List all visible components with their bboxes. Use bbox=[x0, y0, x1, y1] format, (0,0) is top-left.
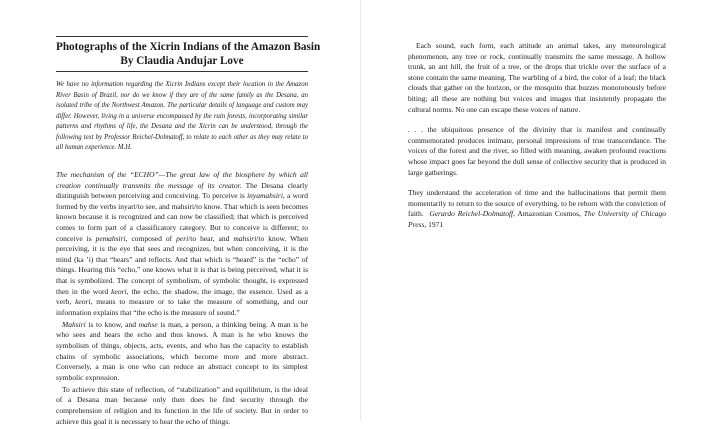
title-bottom-rule bbox=[56, 71, 308, 72]
title-top-rule bbox=[56, 36, 308, 37]
body-paragraph-1: The mechanism of the “ECHO”—The great law of the biosphere by which all creation continually transmits the message of its creator. The Desana clearly distinguish between perceiving and conceiving. To perceive is inyamahsiri, a word formed by the verbs inyari/to see, and mahsiri/to know. That which is seen becomes known because it is recognized and can now be classified; that which is perceived comes to form part of a classificatory category. But to conceive is different; to conceive is pemahsiri, composed of peri/to hear, and mahsiri/to know. When perceiving, it is the eye that sees and recognizes, but when conceiving, it is the mind (ka ’i) that “hears” and reflects. And that which is “heard” is the “echo” of things. Hearing this “echo,” one knows what it is that is being perceived, what it is that is symbolized. The concept of symbolism, of symbolic thought, is expressed then in the word keori, the echo, the shadow, the image, the essence. Used as a verb, keori, means to measure or to take the measure of something, and our information explains that “the echo is the measure of sound.” bbox=[56, 170, 309, 317]
body-paragraph-2: Mahsiri is to know, and mahse is man, a person, a thinking being. A man is he who sees and hears the echo and thus knows. A man is he who knows the symbolism of things, objects, acts, events, and who has the capacity to establish chains of symbolic associations, which become more and more abstract. Conversely, a man is one who can reduce an abstract concept to its simplest symbolic expression. bbox=[56, 319, 308, 382]
echo-lead-in: The mechanism of the “ECHO”—The great law of the biosphere by which all creation continually transmits the message of its creator. bbox=[56, 170, 308, 190]
right-paragraph-3: They understand the acceleration of time and the hallucinations that permit them momentarily to return to the source of everything, to be reborn with the conviction of faith. Gerardo Reichel-Dolmatoff, Amazonian Cosmos, The University of Chicago Press, 1971 bbox=[408, 188, 666, 229]
intro-text: We have no information regarding the Xicrin Indians except their location in the Amazon River Basin of Brazil, nor do we know if they are of the same family as the Desana, an isolated tribe of the Northwest Amazon. The particular details of language and custom may differ. However, living in a universe encompassed by the rain forests, incorporating similar patterns and rhythms of life, the Desana and the Xicrin can be understood, through the following text by Professor Reichel-Dolmatoff, to relate to each other as they may relate to all human experience. bbox=[56, 81, 308, 151]
article-title: Photographs of the Xicrin Indians of the Amazon Basin bbox=[56, 41, 321, 53]
right-page bbox=[361, 0, 722, 420]
right-paragraph-2: . . . the ubiquitous presence of the divinity that is manifest and continually commemorated produces intimate, personal impressions of true transcendance. The voices of the forest and the river, so filled with meaning, awaken profound reactions whose impact goes far beyond the dull sense of collective security that is produced in large gatherings. bbox=[408, 125, 666, 177]
article-byline: By Claudia Andujar Love bbox=[120, 55, 244, 67]
citation bbox=[408, 209, 666, 229]
intro-initials: M.H. bbox=[117, 144, 132, 151]
citation-author: Gerardo Reichel-Dolmatoff, bbox=[429, 209, 515, 219]
citation-publisher: The University of Chicago Press, bbox=[408, 209, 666, 229]
intro-paragraph bbox=[56, 80, 308, 154]
right-body-text bbox=[408, 41, 666, 241]
left-page bbox=[0, 0, 360, 426]
citation-year: 1971 bbox=[426, 219, 444, 229]
left-body-text bbox=[56, 170, 308, 429]
right-paragraph-1: Each sound, each form, each attitude an animal takes, any meteorological phenomenon, any tree or rock, continually transmits the same message. A hollow trunk, an ant hill, the fruit of a tree, or the drops that trickle over the surface of a stone contain the same meaning. The warbling of a bird, the color of a leaf; the black clouds that gather on the horizon, or the mosquito that buzzes monotonously before biting; all these are nothing but voices and images that insistently propagate the cultural norms. No one can escape these voices of nature. bbox=[408, 41, 666, 114]
body-paragraph-3: To achieve this state of reflection, of “stabilization” and equilibrium, is the ideal of a Desana man because only then does he find security through the comprehension of religion and its function in the life of society. But in order to achieve this goal it is necessary to hear the echo of things. bbox=[56, 384, 308, 426]
citation-book: Amazonian Cosmos, bbox=[514, 209, 584, 219]
